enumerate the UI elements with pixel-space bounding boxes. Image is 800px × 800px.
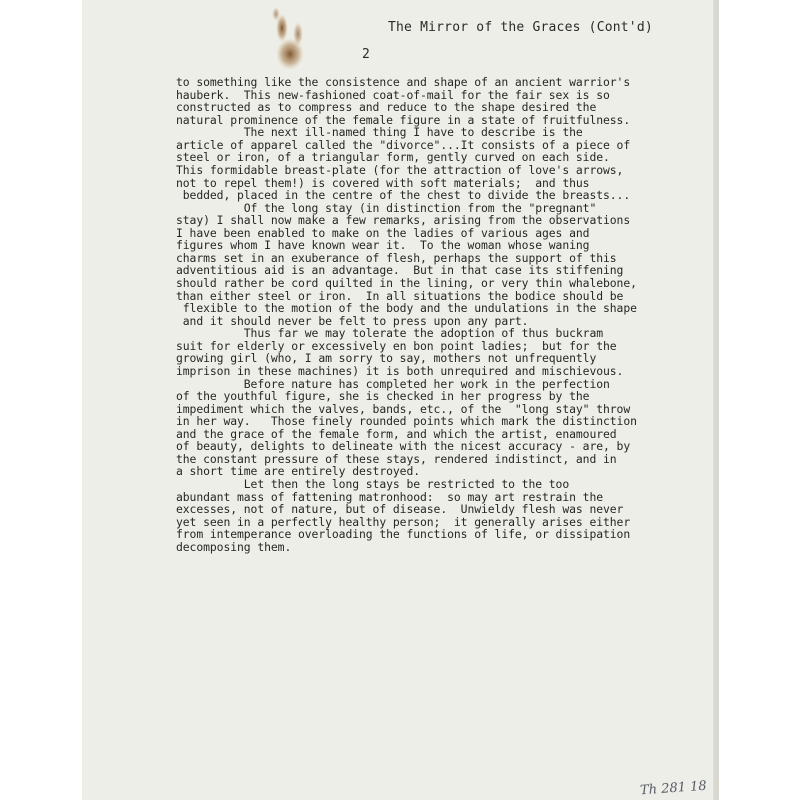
text-line: excesses, not of nature, but of disease. Unwieldy flesh was never	[176, 502, 624, 517]
text-line: and the grace of the female form, and which the artist, enamoured	[176, 426, 617, 441]
text-line: of the youthful figure, she is checked in her progress by the	[176, 389, 590, 404]
page-number: 2	[362, 47, 370, 62]
text-line: of beauty, delights to delineate with the nicest accuracy - are, by	[176, 439, 631, 454]
text-line: steel or iron, of a triangular form, gently curved on each side.	[176, 150, 610, 165]
text-line: flexible to the motion of the body and the undulations in the shape	[176, 301, 637, 316]
text-line: and it should never be felt to press upon any part.	[176, 313, 529, 328]
text-line: from intemperance overloading the functions of life, or dissipation	[176, 527, 631, 542]
text-line: decomposing them.	[176, 539, 292, 554]
text-line: abundant mass of fattening matronhood: so may art restrain the	[176, 489, 603, 504]
text-line: figures whom I have known wear it. To the woman whose waning	[176, 238, 590, 253]
text-line: suit for elderly or excessively en bon point ladies; but for the	[176, 338, 617, 353]
stain-mark	[268, 4, 312, 74]
text-line: in her way. Those finely rounded points which mark the distinction	[176, 414, 637, 429]
text-line: Of the long stay (in distinction from the "pregnant"	[176, 200, 597, 215]
text-line: the constant pressure of these stays, rendered indistinct, and in	[176, 451, 617, 466]
text-line: This formidable breast-plate (for the attraction of love's arrows,	[176, 162, 624, 177]
typewritten-body	[176, 76, 724, 553]
document-header: The Mirror of the Graces (Cont'd)	[388, 20, 653, 35]
text-line: charms set in an exuberance of flesh, perhaps the support of this	[176, 250, 617, 265]
text-line: bedded, placed in the centre of the chest to divide the breasts...	[176, 188, 631, 203]
archive-reference: Th 281 18	[639, 778, 708, 799]
text-line: Let then the long stays be restricted to the too	[176, 477, 570, 491]
text-line: hauberk. This new-fashioned coat-of-mail for the fair sex is so	[176, 87, 610, 102]
text-line: yet seen in a perfectly healthy person; it generally arises either	[176, 514, 631, 529]
text-line: constructed as to compress and reduce to the shape desired the	[176, 100, 597, 115]
text-line: not to repel them!) is covered with soft materials; and thus	[176, 175, 590, 190]
text-line: growing girl (who, I am sorry to say, mothers not unfrequently	[176, 351, 597, 366]
text-line: should rather be cord quilted in the lining, or very thin whalebone,	[176, 276, 637, 290]
text-line: stay) I shall now make a few remarks, arising from the observations	[176, 213, 631, 228]
text-line: The next ill-named thing I have to describe is the	[176, 125, 583, 140]
text-line: adventitious aid is an advantage. But in that case its stiffening	[176, 263, 624, 278]
text-line: I have been enabled to make on the ladies of various ages and	[176, 225, 590, 240]
text-line: than either steel or iron. In all situations the bodice should be	[176, 288, 624, 303]
text-line: Thus far we may tolerate the adoption of thus buckram	[176, 326, 603, 341]
text-line: article of apparel called the "divorce"...It consists of a piece of	[176, 137, 631, 152]
text-line: natural prominence of the female figure in a state of fruitfulness.	[176, 112, 631, 127]
text-line: impediment which the valves, bands, etc., of the "long stay" throw	[176, 401, 631, 416]
text-line: Before nature has completed her work in the perfection	[176, 376, 610, 391]
text-line: to something like the consistence and shape of an ancient warrior's	[176, 75, 631, 89]
text-line: imprison in these machines) it is both unrequired and mischievous.	[176, 363, 624, 378]
text-line: a short time are entirely destroyed.	[176, 464, 420, 479]
